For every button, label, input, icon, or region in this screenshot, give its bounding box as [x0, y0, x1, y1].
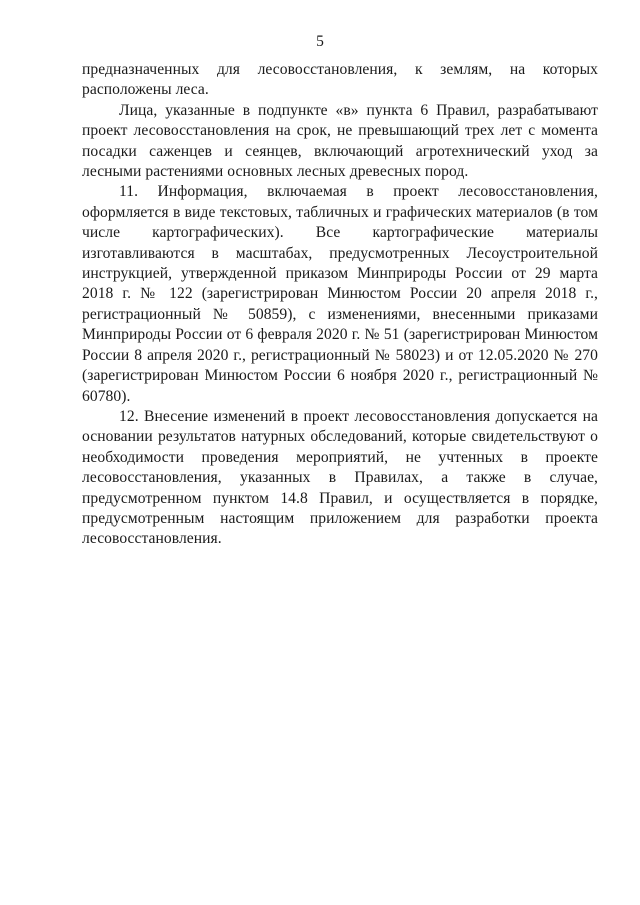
page-number: 5 — [316, 33, 324, 50]
paragraph-item-12: 12. Внесение изменений в проект лесовосстановления допускается на основании результатов натурных обследований, которые свидетельствуют о необходимости проведения мероприятий, не учтенных в проекте лесовосстановления, указанных в Правилах, а также в случае, предусмотренном пунктом 14.8 Правил, и осуществляется в порядке, предусмотренным настоящим приложением для разработки проекта лесовосстановления. — [82, 407, 598, 548]
paragraph-continuation: предназначенных для лесовосстановления, к землям, на которых расположены леса. — [82, 61, 598, 99]
paragraph-item-11: 11. Информация, включаемая в проект лесовосстановления, оформляется в виде текстовых, табличных и графических материалов (в том числе картографических). Все картографические материалы изготавливаются в масштабах, предусмотренных Лесоустроительной инструкцией, утвержденной приказом Минприроды России от 29 марта 2018 г. № 122 (зарегистрирован Минюстом России 20 апреля 2018 г., регистрационный № 50859), с изменениями, внесенными приказами Минприроды России от 6 февраля 2020 г. № 51 (зарегистрирован Минюстом России 8 апреля 2020 г., регистрационный № 58023) и от 12.05.2020 № 270 (зарегистрирован Минюстом России 6 ноября 2020 г., регистрационный № 60780). — [82, 183, 598, 405]
paragraph-project-term: Лица, указанные в подпункте «в» пункта 6 Правил, разрабатывают проект лесовосстановления на срок, не превышающий трех лет с момента посадки саженцев и сеянцев, включающий агротехнический уход за лесными растениями основных лесных древесных пород. — [82, 101, 598, 181]
document-body — [82, 60, 598, 550]
